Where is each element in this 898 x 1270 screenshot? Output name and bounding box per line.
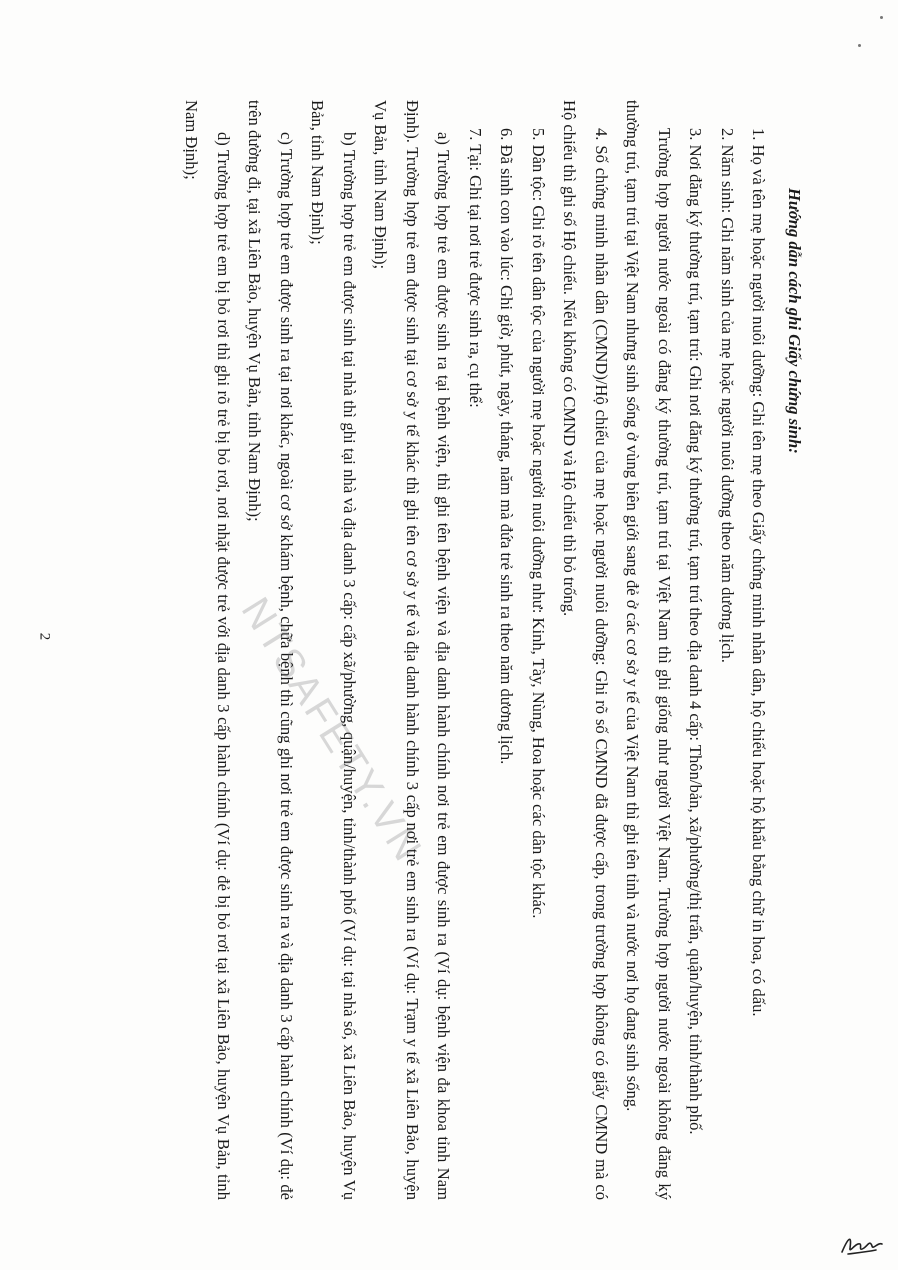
paragraph-5: 5. Dân tộc: Ghi rõ tên dân tộc của người mẹ hoặc người nuôi dưỡng như: Kinh, Tày, Nùng, Hoa hoặc các dân tộc khác. [529,128,548,919]
paragraph-1: 1. Họ và tên mẹ hoặc người nuôi dưỡng: Ghi tên mẹ theo Giấy chứng minh nhân dân, hộ chiếu hoặc hộ khẩu bằng chữ in hoa, có dấu. [749,128,769,1017]
paragraph-7d: d) Trường hợp trẻ em bị bỏ rơi thì ghi rõ trẻ bị bỏ rơi, nơi nhặt được trẻ với địa danh 3 cấp hành chính (Ví dụ: đẻ bị bỏ rơi tại xã Liên Bảo, huyện Vụ Bản, tỉnh Nam Định); [182,100,233,1200]
paragraph-7c: c) Trường hợp trẻ em được sinh ra tại nơi khác, ngoài cơ sở khám bệnh, chữa bệnh thì cũng ghi nơi trẻ em được sinh ra và địa danh 3 cấp hành chính (Ví dụ: đẻ trên đường đi, tại xã Liên Bảo, huyện Vụ Bản, tỉnh Nam Định); [245,100,296,1200]
paragraph-7: 7. Tại: Ghi tại nơi trẻ được sinh ra, cụ thể: [466,128,485,408]
paragraph-7a: a) Trường hợp trẻ em được sinh ra tại bệnh viện, thì ghi tên bệnh viện và địa danh hành chính nơi trẻ em được sinh ra (Ví dụ: bệnh viện đa khoa tỉnh Nam Định). Trường hợp trẻ em được sinh tại cơ sở y tế khác thì ghi tên cơ sở y tế và địa danh hành chính 3 cấp nơi trẻ em sinh ra (Ví dụ: Trạm y tế xã Liên Bảo, huyện Vụ Bản, tỉnh Nam Định); [371,100,454,1200]
paragraph-3-foreigners: Trường hợp người nước ngoài có đăng ký thường trú, tạm trú tại Việt Nam thì ghi giống như người Việt Nam. Trường hợp người nước ngoài không đăng ký thường trú, tạm trú tại Việt Nam nhưng sinh sống ở vùng biên giới sang đẻ ở các cơ sở y tế của Việt Nam thì ghi tên tỉnh và nước nơi họ đang sinh sống. [623,100,674,1200]
paragraph-4: 4. Số chứng minh nhân dân (CMND)/Hộ chiếu của mẹ hoặc người nuôi dưỡng: Ghi rõ số CMND đã được cấp, trong trường hợp không có giấy CMND mà có Hộ chiếu thì ghi số Hộ chiếu. Nếu không có CMND và Hộ chiếu thì bỏ trống. [560,100,611,1200]
scan-speck [858,44,861,47]
rotated-text-block [50,100,810,1200]
paragraph-7b: b) Trường hợp trẻ em được sinh tại nhà thì ghi tại nhà và địa danh 3 cấp: cấp xã/phường, quận/huyện, tỉnh/thành phố (Ví dụ: tại nhà số, xã Liên Bảo, huyện Vụ Bản, tỉnh Nam Định); [308,100,359,1200]
page-number: 2 [36,632,53,641]
document-heading: Hướng dẫn cách ghi Giấy chứng sinh: [785,188,804,454]
watermark: NTSAFETY.VN [232,590,431,871]
paragraph-2: 2. Năm sinh: Ghi năm sinh của mẹ hoặc người nuôi dưỡng theo năm dương lịch. [718,128,737,663]
signature-icon [838,1228,888,1258]
paragraph-3: 3. Nơi đăng ký thường trú, tạm trú: Ghi nơi đăng ký thường trú, tạm trú theo địa danh 4 cấp: Thôn/bản, xã/phường/thị trấn, quận/huyện, tỉnh/thành phố. [686,128,706,1135]
paragraph-6: 6. Đã sinh con vào lúc: Ghi giờ, phút, ngày, tháng, năm mà đứa trẻ sinh ra theo năm dương lịch. [497,128,517,765]
scan-speck [880,16,883,19]
